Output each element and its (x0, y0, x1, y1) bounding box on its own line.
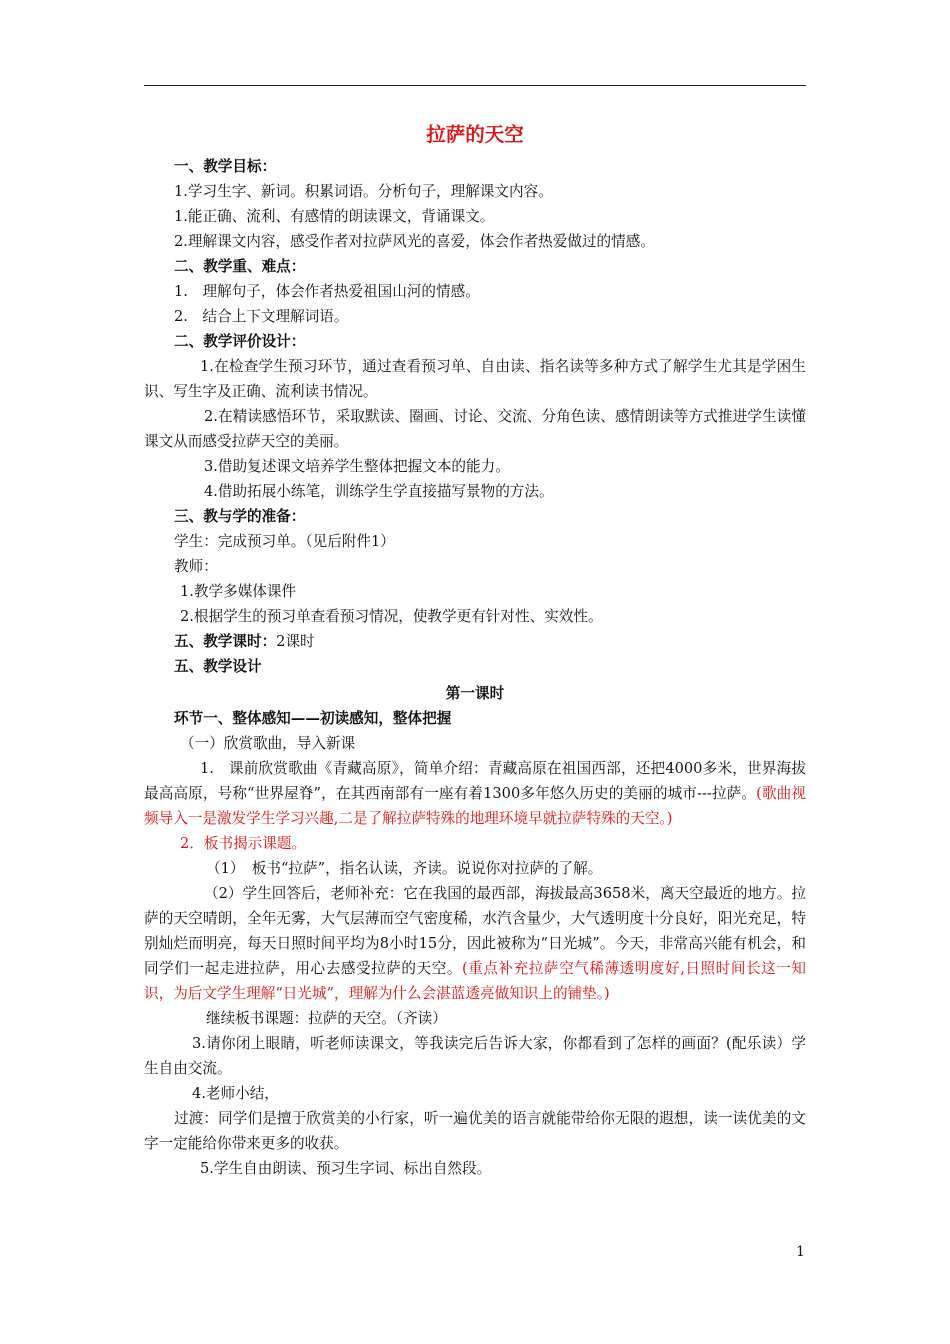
preparation-teacher: 教师： (174, 558, 218, 575)
section-heading-design: 五、教学设计 (174, 658, 262, 675)
paragraph-free-reading: 5.学生自由朗读、预习生字词、标出自然段。 (200, 1160, 492, 1177)
document-page (144, 118, 806, 1181)
paragraph-step-2 (144, 881, 806, 1006)
paragraph-step-1: （1） 板书“拉萨”，指名认读，齐读。说说你对拉萨的了解。 (206, 860, 603, 877)
paragraph-transition: 过渡：同学们是擅于欣赏美的小行家，听一遍优美的语言就能带给你无限的遐想，读一读优美的文字一定能给你带来更多的收获。 (144, 1110, 806, 1152)
goal-item: 2.理解课文内容，感受作者对拉萨风光的喜爱，体会作者热爱做过的情感。 (174, 233, 655, 250)
section-heading-evaluation: 二、教学评价设计： (174, 333, 306, 350)
goal-item: 1.学习生字、新词。积累词语。分析句子，理解课文内容。 (174, 183, 553, 200)
key-point-item: 1. 理解句子，体会作者热爱祖国山河的情感。 (174, 283, 480, 300)
evaluation-item: 4.借助拓展小练笔，训练学生学直接描写景物的方法。 (204, 483, 554, 500)
lesson-hours-label: 五、教学课时： (174, 633, 277, 650)
section-heading-goals: 一、教学目标： (174, 158, 277, 175)
evaluation-item: 3.借助复述课文培养学生整体把握文本的能力。 (204, 458, 510, 475)
blackboard-title-step: 2．板书揭示课题。 (180, 835, 307, 852)
header-rule (144, 85, 806, 86)
paragraph-summary: 4.老师小结， (192, 1085, 279, 1102)
section-heading-preparation: 三、教与学的准备： (174, 508, 306, 525)
preparation-item: 1.教学多媒体课件 (180, 583, 297, 600)
song-intro-note: (歌曲视频导入一是激发学生学习兴趣,二是了解拉萨特殊的地理环境早就拉萨特殊的天空。) (144, 785, 807, 827)
lesson-title: 第一课时 (445, 685, 505, 702)
key-point-item: 2. 结合上下文理解词语。 (174, 308, 349, 325)
paragraph-listen: 3.请你闭上眼睛，听老师读课文，等我读完后告诉大家，你都看到了怎样的画面？(配乐读）学生自由交流。 (144, 1035, 806, 1077)
step-2-note: (重点补充拉萨空气稀薄透明度好,日照时间长这一知识，为后文学生理解“日光城”，理解为什么会湛蓝透亮做知识上的铺垫。) (144, 960, 806, 1002)
link-heading: 环节一、整体感知——初读感知，整体把握 (174, 710, 452, 727)
song-intro-text: 1. 课前欣赏歌曲《青藏高原》，简单介绍：青藏高原在祖国西部，还把4000多米，世界海拔最高高原，号称“世界屋脊”，在其西南部有一座有着1300多年悠久历史的美丽的城市---拉萨。 (144, 760, 806, 802)
lesson-hours-value: 2课时 (276, 633, 315, 650)
preparation-student: 学生：完成预习单。（见后附件1） (174, 533, 395, 550)
preparation-item: 2.根据学生的预习单查看预习情况，使教学更有针对性、实效性。 (180, 608, 603, 625)
section-heading-key-points: 二、教学重、难点： (174, 258, 306, 275)
evaluation-item: 1.在检查学生预习环节，通过查看预习单、自由读、指名读等多种方式了解学生尤其是学困生识、写生字及正确、流利读书情况。 (144, 358, 806, 400)
paragraph-continue-title: 继续板书课题：拉萨的天空。（齐读） (206, 1010, 447, 1027)
goal-item: 1.能正确、流利、有感情的朗读课文，背诵课文。 (174, 208, 495, 225)
page-number: 1 (796, 1244, 805, 1260)
evaluation-item: 2.在精读感悟环节，采取默读、圈画、讨论、交流、分角色读、感情朗读等方式推进学生读懂课文从而感受拉萨天空的美丽。 (144, 408, 806, 450)
document-title: 拉萨的天空 (426, 123, 524, 146)
paragraph-song-intro (144, 756, 806, 831)
lesson-hours (144, 629, 806, 654)
sub-heading: （一）欣赏歌曲，导入新课 (180, 735, 356, 752)
step-2-text: （2）学生回答后，老师补充：它在我国的最西部，海拔最高3658米，离天空最近的地方。拉萨的天空晴朗，全年无雾，大气层薄而空气密度稀，水汽含量少，大气透明度十分良好，阳光充足，特别灿烂而明亮，每天日照时间平均为8小时15分，因此被称为“日光城”。今天，非常高兴能有机会，和同学们一起走进拉萨，用心去感受拉萨的天空。 (144, 885, 806, 977)
